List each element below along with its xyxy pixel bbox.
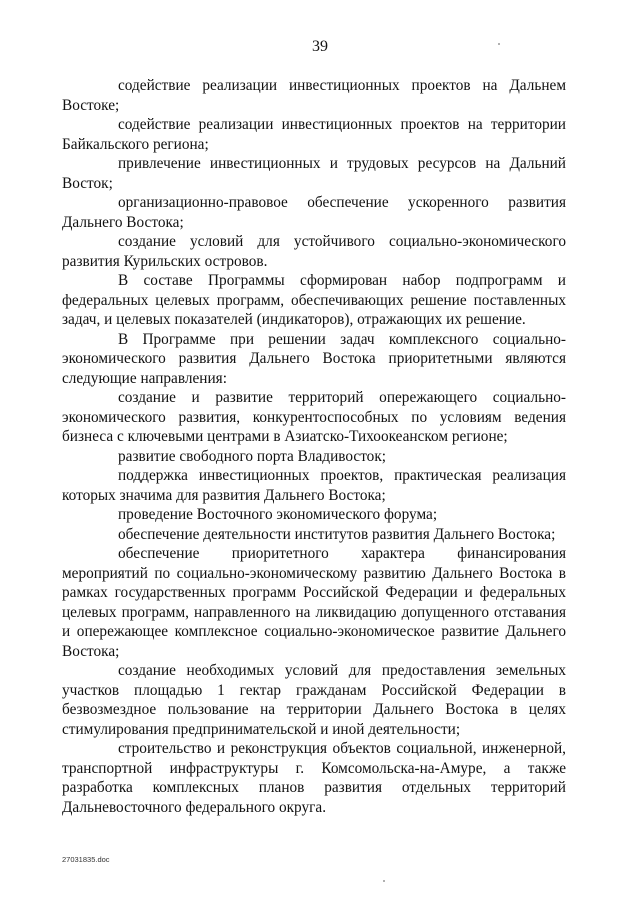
paragraph: содействие реализации инвестиционных проектов на территории Байкальского региона; xyxy=(62,116,566,153)
paragraph: создание необходимых условий для предоставления земельных участков площадью 1 гектар гражданам Российской Федерации в безвозмездное пользование на территории Дальнего Востока в целях стимулирования предпринимательской и иной деятельности; xyxy=(62,662,566,738)
paragraph: создание условий для устойчивого социально-экономического развития Курильских островов. xyxy=(62,233,566,270)
paragraph: В Программе при решении задач комплексного социально-экономического развития Дальнего Востока приоритетными являются следующие направления: xyxy=(62,330,566,387)
paragraph: строительство и реконструкция объектов социальной, инженерной, транспортной инфраструктуры г. Комсомольска-на-Амуре, а также разработка комплексных планов развития отдельных территорий Дальневосточного федерального округа. xyxy=(62,740,566,816)
page-number: 39 xyxy=(312,38,328,55)
paragraph: обеспечение деятельности институтов развития Дальнего Востока; xyxy=(118,525,556,543)
document-body xyxy=(62,76,566,817)
scan-artifact xyxy=(498,43,500,45)
paragraph: поддержка инвестиционных проектов, практическая реализация которых значима для развития Дальнего Востока; xyxy=(62,467,566,504)
paragraph: привлечение инвестиционных и трудовых ресурсов на Дальний Восток; xyxy=(62,155,566,192)
paragraph: обеспечение приоритетного характера финансирования мероприятий по социально-экономическому развитию Дальнего Востока в рамках государственных программ Российской Федерации и федеральных целевых программ, направленного на ликвидацию допущенного отставания и опережающее комплексное социально-экономическое развитие Дальнего Востока; xyxy=(62,545,566,660)
scan-artifact xyxy=(383,880,385,882)
paragraph: создание и развитие территорий опережающего социально-экономического развития, конкурентоспособных по условиям ведения бизнеса с ключевыми центрами в Азиатско-Тихоокеанском регионе; xyxy=(62,389,566,445)
paragraph: содействие реализации инвестиционных проектов на Дальнем Востоке; xyxy=(62,77,566,114)
paragraph: В составе Программы сформирован набор подпрограмм и федеральных целевых программ, обеспечивающих решение поставленных задач, и целевых показателей (индикаторов), отражающих их решение. xyxy=(62,272,566,328)
document-code: 27031835.doc xyxy=(62,855,110,864)
paragraph: организационно-правовое обеспечение ускоренного развития Дальнего Востока; xyxy=(62,194,566,231)
paragraph: развитие свободного порта Владивосток; xyxy=(118,447,387,465)
paragraph: проведение Восточного экономического форума; xyxy=(118,506,438,523)
